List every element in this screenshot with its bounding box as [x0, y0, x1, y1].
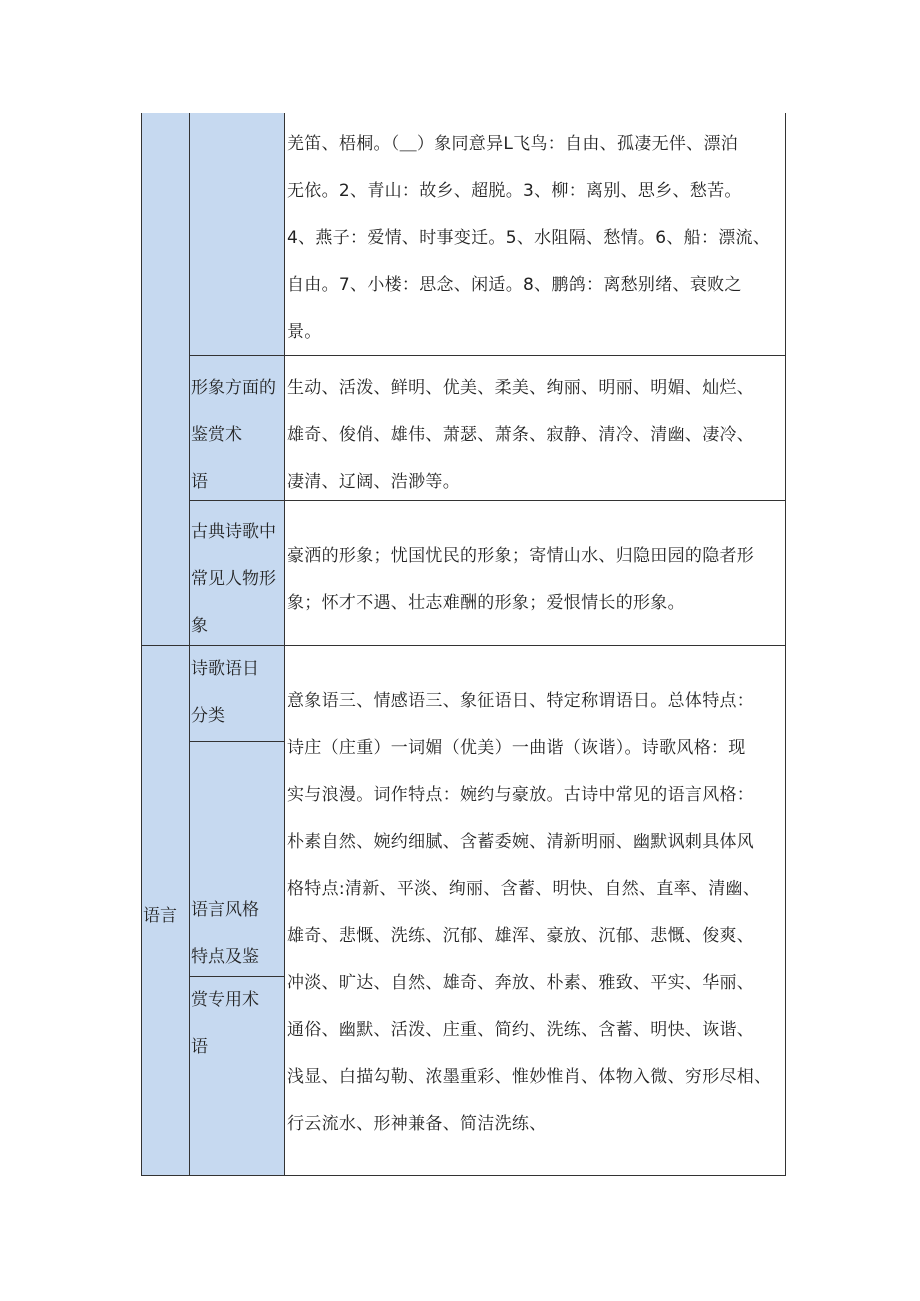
row4-content: 意象语三、情感语三、象征语日、特定称谓语日。总体特点： 诗庄（庄重）一词媚（优美）一曲谐（诙谐）。诗歌风格：现 实与浪漫。词作特点：婉约与豪放。古诗中常见的语言风格： 朴素自然、婉约细腻、含蓄委婉、清新明丽、幽默讽刺具体风 格特点:清新、平淡、绚丽、含蓄、明快、自然、直率、清幽、 雄奇、悲慨、洗练、沉郁、雄浑、豪放、沉郁、悲慨、俊爽、 冲淡、旷达、自然、雄奇、奔放、朴素、雅致、平实、华丽、 通俗、幽默、活泼、庄重、简约、洗练、含蓄、明快、诙谐、 浅显、白描勾勒、浓墨重彩、惟妙惟肖、体物入微、穷形尽相、 行云流水、形神兼备、简洁洗练、: [287, 691, 772, 1134]
row4-label-b: 语言风格 特点及鉴: [191, 900, 259, 967]
category-label: 语言: [143, 906, 177, 926]
row2-content: 生动、活泼、鲜明、优美、柔美、绚丽、明丽、明媚、灿烂、 雄奇、俊俏、雄伟、萧瑟、萧条、寂静、清冷、清幽、凄冷、 凄清、辽阔、浩渺等。: [287, 378, 755, 492]
row2-label: 形象方面的 鉴赏术 语: [191, 378, 276, 492]
appreciation-table: [141, 113, 786, 1176]
row4-label-c: 赏专用术 语: [191, 990, 259, 1057]
row1-content: 羌笛、梧桐。（＿）象同意异L飞鸟：自由、孤凄无伴、漂泊 无依。2、青山：故乡、超脱。3、柳：离别、思乡、愁苦。 4、燕子：爱情、时事变迁。5、水阻隔、愁情。6、船：漂流、 自由。7、小楼：思念、闲适。8、鹏鸽：离愁别绪、衰败之 景。: [287, 134, 771, 342]
row4-label-a: 诗歌语日 分类: [191, 659, 259, 726]
row3-label: 古典诗歌中 常见人物形 象: [191, 522, 276, 636]
row3-content: 豪洒的形象；忧国忧民的形象；寄情山水、归隐田园的隐者形 象；怀才不遇、壮志难酬的形象；爱恨情长的形象。: [287, 546, 755, 613]
